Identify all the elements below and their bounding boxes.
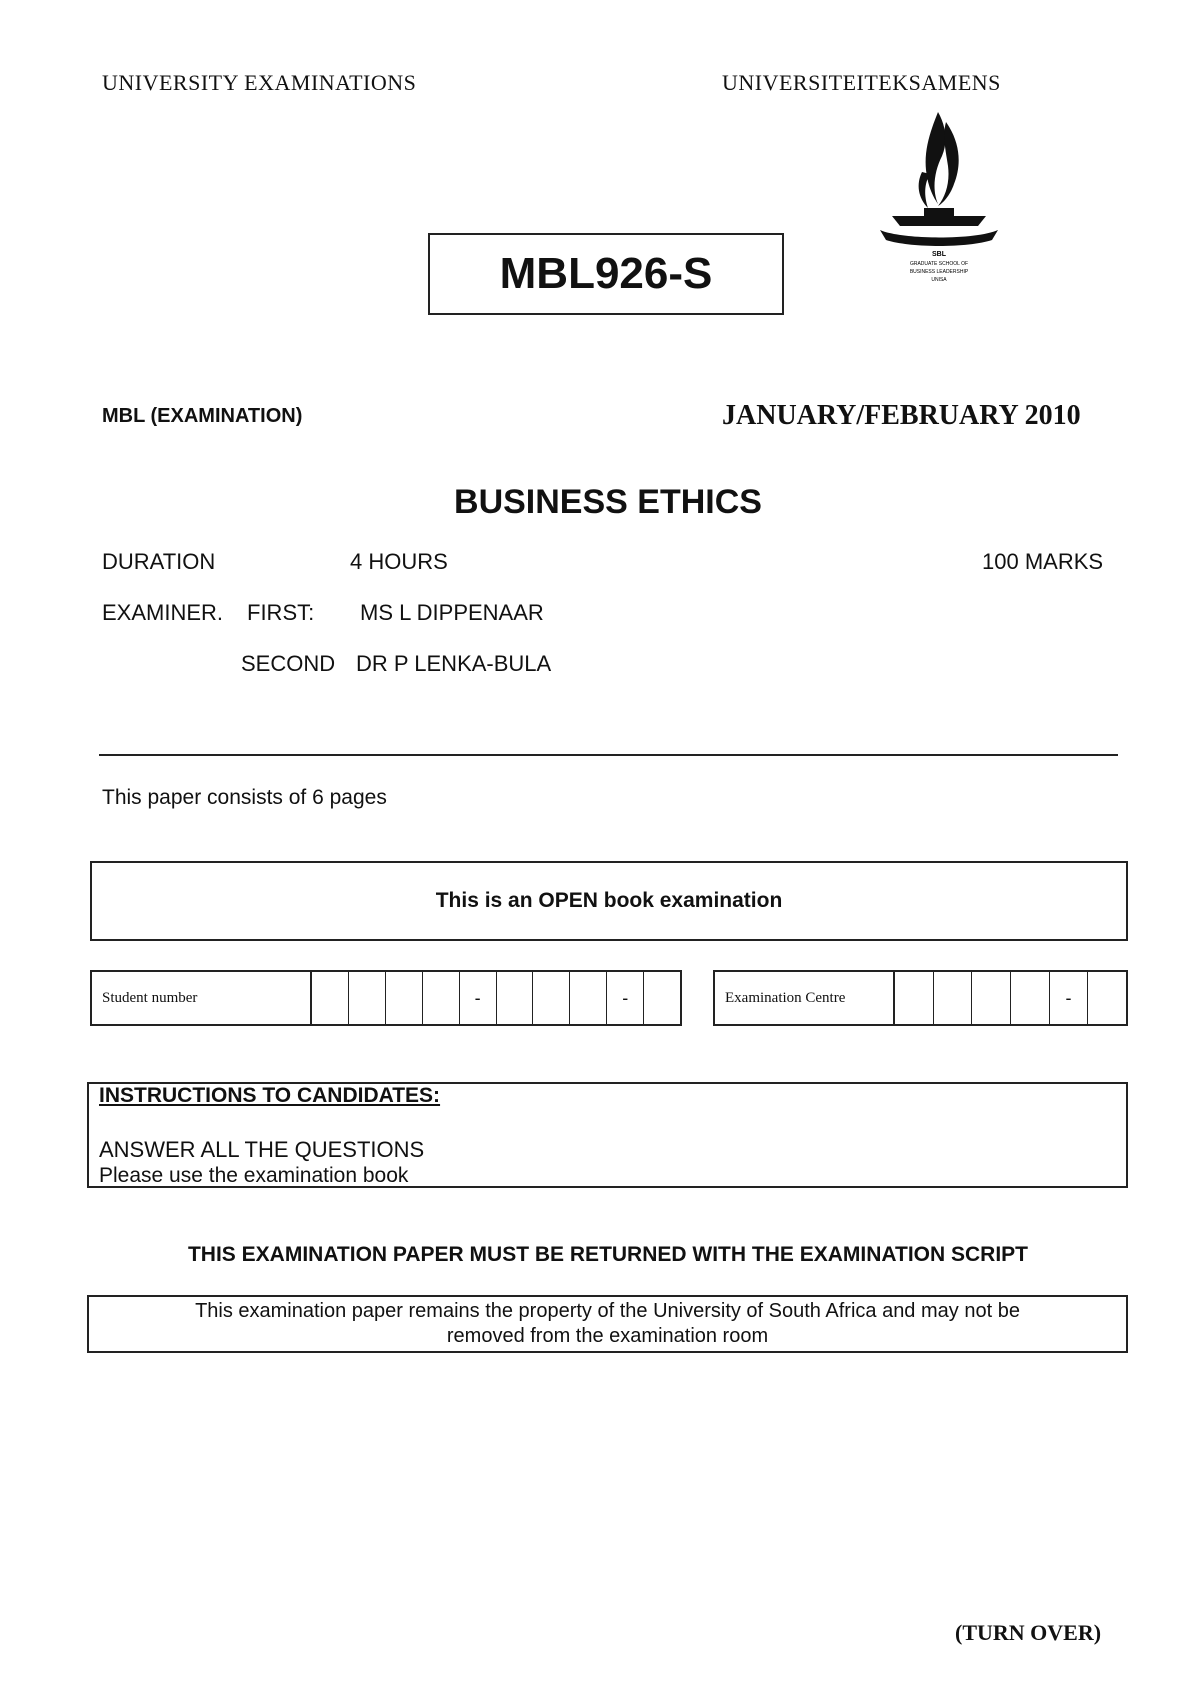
exam-centre-cell bbox=[934, 972, 973, 1024]
exam-date: JANUARY/FEBRUARY 2010 bbox=[722, 400, 1081, 431]
instruction-line: ANSWER ALL THE QUESTIONS bbox=[99, 1137, 425, 1162]
property-notice: This examination paper remains the property of the University of South Africa and may not be removed from the examination room bbox=[195, 1300, 1020, 1347]
exam-centre-cell bbox=[895, 972, 934, 1024]
open-book-box bbox=[90, 861, 1128, 941]
exam-centre-cell bbox=[1011, 972, 1050, 1024]
student-number-cell: - bbox=[607, 972, 644, 1024]
student-number-cells bbox=[312, 972, 680, 1024]
student-number-grid bbox=[90, 970, 682, 1026]
sbl-flame-logo-icon bbox=[872, 112, 1006, 290]
duration-value: 4 HOURS bbox=[350, 549, 448, 574]
exam-centre-cell bbox=[972, 972, 1011, 1024]
instructions-box bbox=[87, 1082, 1128, 1188]
first-examiner-label: FIRST: bbox=[247, 600, 315, 625]
pages-note: This paper consists of 6 pages bbox=[102, 786, 387, 809]
exam-centre-cell bbox=[1088, 972, 1126, 1024]
exam-centre-label: Examination Centre bbox=[715, 972, 895, 1024]
exam-type: MBL (EXAMINATION) bbox=[102, 405, 303, 427]
property-notice-box bbox=[87, 1295, 1128, 1353]
divider bbox=[99, 754, 1118, 756]
instruction-line: Please use the examination book bbox=[99, 1164, 409, 1187]
student-number-label: Student number bbox=[92, 972, 312, 1024]
logo-caption-1: SBL bbox=[932, 251, 946, 258]
open-book-text: This is an OPEN book examination bbox=[435, 889, 783, 912]
exam-centre-grid bbox=[713, 970, 1128, 1026]
total-marks: 100 MARKS bbox=[982, 549, 1104, 574]
second-examiner-label: SECOND bbox=[241, 651, 336, 676]
instructions-title: INSTRUCTIONS TO CANDIDATES: bbox=[99, 1084, 441, 1107]
return-note: THIS EXAMINATION PAPER MUST BE RETURNED WITH THE EXAMINATION SCRIPT bbox=[187, 1243, 1028, 1266]
student-number-cell bbox=[423, 972, 460, 1024]
subject-title: BUSINESS ETHICS bbox=[454, 483, 762, 521]
student-number-cell bbox=[312, 972, 349, 1024]
student-number-cell bbox=[349, 972, 386, 1024]
examiner-label: EXAMINER. bbox=[102, 600, 224, 625]
student-number-cell: - bbox=[460, 972, 497, 1024]
header-left: UNIVERSITY EXAMINATIONS bbox=[102, 70, 417, 95]
course-code-box bbox=[428, 233, 784, 315]
course-code: MBL926-S bbox=[499, 249, 713, 298]
logo-caption-3: BUSINESS LEADERSHIP bbox=[909, 269, 969, 275]
logo-caption-4: UNISA bbox=[931, 277, 947, 283]
exam-centre-cell: - bbox=[1050, 972, 1089, 1024]
student-number-cell bbox=[644, 972, 680, 1024]
exam-centre-cells bbox=[895, 972, 1126, 1024]
first-examiner-name: MS L DIPPENAAR bbox=[360, 600, 544, 625]
second-examiner-name: DR P LENKA-BULA bbox=[356, 651, 552, 676]
student-number-cell bbox=[533, 972, 570, 1024]
logo-caption-2: GRADUATE SCHOOL OF bbox=[909, 261, 969, 267]
duration-label: DURATION bbox=[102, 549, 216, 574]
header-right: UNIVERSITEITEKSAMENS bbox=[722, 70, 1001, 95]
turn-over-note: (TURN OVER) bbox=[955, 1620, 1102, 1645]
student-number-cell bbox=[570, 972, 607, 1024]
student-number-cell bbox=[386, 972, 423, 1024]
student-number-cell bbox=[497, 972, 534, 1024]
